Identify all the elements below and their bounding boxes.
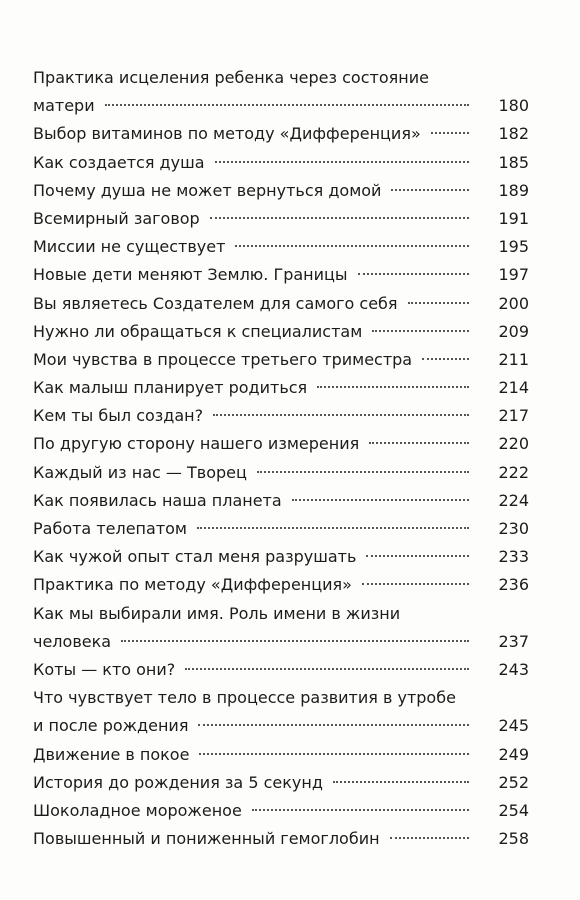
toc-entry-title: Практика по методу «Дифференция» xyxy=(33,575,352,595)
toc-entry-leader-line xyxy=(33,769,529,797)
toc-entry xyxy=(33,261,529,289)
toc-entry-leader-line xyxy=(33,628,529,656)
toc-entry-title: Вы являетесь Создателем для самого себя xyxy=(33,293,398,313)
toc-entry-leader-line xyxy=(33,515,529,543)
toc-entry-title: Почему душа не может вернуться домой xyxy=(33,180,382,200)
toc-entry-page-number: 233 xyxy=(498,547,529,567)
toc-entry-title: человека xyxy=(33,631,112,651)
toc-entry-title-line: Что чувствует тело в процессе развития в утробе xyxy=(33,688,456,708)
toc-entry-page-number: 189 xyxy=(498,180,529,200)
dot-leader xyxy=(257,471,469,473)
toc-entry xyxy=(33,233,529,261)
toc-entry-title: Миссии не существует xyxy=(33,237,226,257)
dot-leader xyxy=(390,837,469,839)
dot-leader xyxy=(372,330,469,332)
toc-entry-title: Каждый из нас — Творец xyxy=(33,462,247,482)
dot-leader xyxy=(215,161,469,163)
toc-entry-leader-line xyxy=(33,233,529,261)
dot-leader xyxy=(252,809,469,811)
toc-entry xyxy=(33,149,529,177)
toc-entry xyxy=(33,543,529,571)
toc-entry-page-number: 224 xyxy=(498,490,529,510)
toc-entry xyxy=(33,346,529,374)
toc-entry xyxy=(33,741,529,769)
dot-leader xyxy=(105,104,469,106)
toc-entry xyxy=(33,656,529,684)
toc-entry-page-number: 236 xyxy=(498,575,529,595)
toc-entry xyxy=(33,459,529,487)
toc-entry-title: Как создается душа xyxy=(33,152,205,172)
toc-entry xyxy=(33,290,529,318)
toc-entry-title: Выбор витаминов по методу «Дифференция» xyxy=(33,124,421,144)
toc-entry-title: Работа телепатом xyxy=(33,519,187,538)
toc-entry-leader-line xyxy=(33,346,529,374)
toc-entry-title: Как чужой опыт стал меня разрушать xyxy=(33,547,357,567)
toc-entry-leader-line xyxy=(33,797,529,825)
dot-leader xyxy=(369,442,469,444)
toc-entry xyxy=(33,64,529,120)
toc-entry-page-number: 197 xyxy=(498,265,529,285)
toc-entry-leader-line xyxy=(33,120,529,148)
toc-entry-leader-line xyxy=(33,177,529,205)
dot-leader xyxy=(197,527,469,529)
toc-entry-title: матери xyxy=(33,96,95,116)
toc-entry-page-number: 254 xyxy=(498,800,529,820)
toc-entry-leader-line xyxy=(33,825,529,853)
toc-entry-leader-line xyxy=(33,543,529,571)
toc-entry xyxy=(33,120,529,148)
toc-entry xyxy=(33,402,529,430)
toc-entry-title: Мои чувства в процессе третьего триместра xyxy=(33,349,413,369)
toc-entry-leader-line xyxy=(33,290,529,318)
toc-entry xyxy=(33,825,529,853)
dot-leader xyxy=(391,189,469,191)
toc-entry-title: и после рождения xyxy=(33,716,189,736)
dot-leader xyxy=(317,386,469,388)
toc-entry-page-number: 185 xyxy=(498,152,529,172)
toc-entry-title-line: Практика исцеления ребенка через состояние xyxy=(33,68,429,87)
toc-entry xyxy=(33,430,529,458)
toc-entry-title: Шоколадное мороженое xyxy=(33,800,242,820)
toc-entry-title: По другую сторону нашего измерения xyxy=(33,434,360,454)
dot-leader xyxy=(408,302,469,304)
toc-entry xyxy=(33,205,529,233)
toc-entry-leader-line xyxy=(33,149,529,177)
toc-entry-title: Повышенный и пониженный гемоглобин xyxy=(33,829,380,849)
toc-entry-leader-line xyxy=(33,402,529,430)
toc-entry xyxy=(33,600,529,656)
dot-leader xyxy=(121,640,469,642)
toc-entry-leader-line xyxy=(33,487,529,515)
dot-leader xyxy=(235,245,469,247)
toc-entry xyxy=(33,571,529,599)
toc-entry-page-number: 237 xyxy=(498,631,529,651)
toc-entry xyxy=(33,769,529,797)
toc-entry-page-number: 217 xyxy=(498,406,529,426)
toc-entry-page-number: 180 xyxy=(498,96,529,116)
dot-leader xyxy=(199,753,469,755)
toc-entry-title: История до рождения за 5 секунд xyxy=(33,772,323,792)
toc-entry xyxy=(33,487,529,515)
toc-entry-leader-line xyxy=(33,374,529,402)
toc-entry-leader-line xyxy=(33,712,529,740)
toc-entry-page-number: 211 xyxy=(498,349,529,369)
toc-entry-page-number: 222 xyxy=(498,462,529,482)
table-of-contents xyxy=(33,64,529,853)
toc-entry-leader-line xyxy=(33,571,529,599)
dot-leader xyxy=(198,724,469,726)
toc-entry-title: Как появилась наша планета xyxy=(33,490,282,510)
toc-entry-page-number: 230 xyxy=(498,519,529,538)
dot-leader xyxy=(358,273,469,275)
dot-leader xyxy=(422,358,469,360)
toc-entry xyxy=(33,797,529,825)
toc-entry-leader-line xyxy=(33,656,529,684)
toc-entry-leader-line xyxy=(33,318,529,346)
toc-entry-title: Новые дети меняют Землю. Границы xyxy=(33,265,348,285)
toc-entry xyxy=(33,684,529,740)
dot-leader xyxy=(431,132,469,134)
dot-leader xyxy=(292,499,469,501)
toc-entry-page-number: 220 xyxy=(498,434,529,454)
dot-leader xyxy=(210,217,469,219)
dot-leader xyxy=(185,668,469,670)
dot-leader xyxy=(213,414,469,416)
toc-entry-leader-line xyxy=(33,261,529,289)
toc-entry-page-number: 258 xyxy=(498,829,529,849)
toc-entry-leader-line xyxy=(33,459,529,487)
toc-entry-leader-line xyxy=(33,205,529,233)
toc-entry-title: Всемирный заговор xyxy=(33,208,200,228)
toc-entry xyxy=(33,515,529,543)
toc-entry-page-number: 245 xyxy=(498,716,529,736)
toc-entry-title: Нужно ли обращаться к специалистам xyxy=(33,321,363,341)
toc-entry-page-number: 195 xyxy=(498,237,529,257)
toc-entry-page-number: 182 xyxy=(498,124,529,144)
toc-entry-title-line: Как мы выбирали имя. Роль имени в жизни xyxy=(33,603,401,623)
toc-entry-title: Кем ты был создан? xyxy=(33,406,204,426)
toc-entry-leader-line xyxy=(33,92,529,120)
toc-entry-page-number: 209 xyxy=(498,321,529,341)
toc-entry-page-number: 200 xyxy=(498,293,529,313)
toc-entry xyxy=(33,177,529,205)
dot-leader xyxy=(366,555,469,557)
toc-entry xyxy=(33,374,529,402)
toc-entry-leader-line xyxy=(33,430,529,458)
toc-entry-title: Движение в покое xyxy=(33,744,190,764)
toc-entry-page-number: 252 xyxy=(498,772,529,792)
dot-leader xyxy=(333,781,469,783)
toc-entry-page-number: 214 xyxy=(498,378,529,398)
toc-entry-page-number: 243 xyxy=(498,659,529,679)
toc-entry-title: Как малыш планирует родиться xyxy=(33,378,308,398)
toc-entry-page-number: 191 xyxy=(498,208,529,228)
toc-entry-leader-line xyxy=(33,741,529,769)
toc-entry-page-number: 249 xyxy=(498,744,529,764)
dot-leader xyxy=(362,583,469,585)
toc-entry xyxy=(33,318,529,346)
toc-entry-title: Коты — кто они? xyxy=(33,659,176,679)
